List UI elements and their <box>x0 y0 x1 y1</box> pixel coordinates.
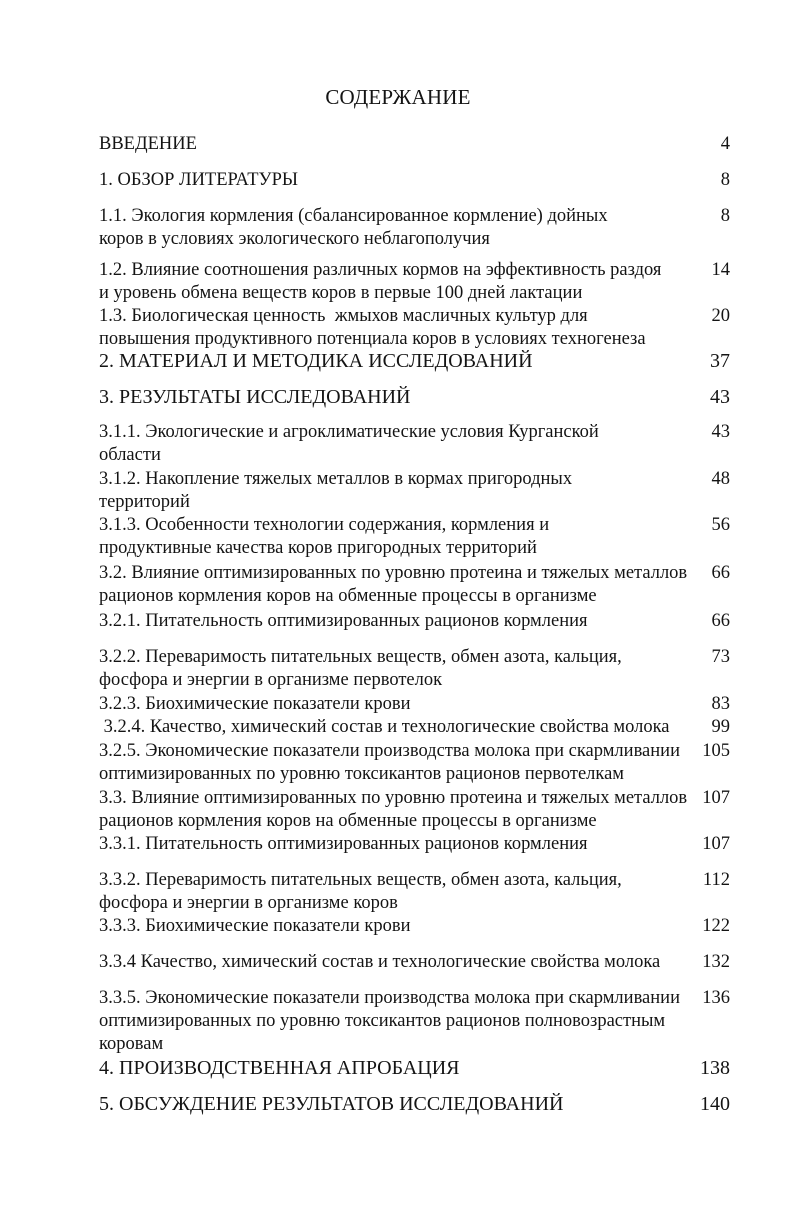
toc-entry-title <box>99 740 689 786</box>
toc-entry-line: 1.3. Биологическая ценность жмыхов масличных культур для <box>99 306 588 326</box>
toc-entry-page-number: 66 <box>711 563 730 583</box>
toc-entry-line: 3.3.4 Качество, химический состав и технологические свойства молока <box>99 952 661 972</box>
toc-entry-line: продуктивные качества коров пригородных территорий <box>99 538 537 558</box>
toc-entry-line: фосфора и энергии в организме коров <box>99 893 398 913</box>
toc-entry-line: территорий <box>99 492 190 512</box>
toc-entry-line: фосфора и энергии в организме первотелок <box>99 670 443 690</box>
toc-entry-line: коров в условиях экологического неблагополучия <box>99 229 490 249</box>
toc-entry-line: 3. РЕЗУЛЬТАТЫ ИССЛЕДОВАНИЙ <box>99 386 411 408</box>
toc-entry-title <box>99 421 689 467</box>
toc-entry-title <box>99 133 689 156</box>
toc-entry-title <box>99 349 689 373</box>
toc-entry-line: 4. ПРОИЗВОДСТВЕННАЯ АПРОБАЦИЯ <box>99 1057 460 1079</box>
toc-entry-page-number: 122 <box>702 916 730 936</box>
toc-entry-line: 3.2. Влияние оптимизированных по уровню протеина и тяжелых металлов <box>99 563 688 583</box>
toc-entry-page-number: 43 <box>710 386 730 408</box>
toc-entry-page-number: 73 <box>711 647 730 667</box>
toc-entry-page-number: 8 <box>720 206 730 226</box>
toc-entry-page-number: 37 <box>710 350 730 372</box>
toc-entry-line: 3.3.2. Переваримость питательных веществ, обмен азота, кальция, <box>99 870 622 890</box>
toc-entry-title <box>99 987 689 1056</box>
toc-entry-title <box>99 951 689 974</box>
toc-entry-line: 1.2. Влияние соотношения различных кормов на эффективность раздоя <box>99 260 662 280</box>
toc-entry-title <box>99 1056 689 1080</box>
toc-entry-line: 3.2.1. Питательность оптимизированных рационов кормления <box>99 611 588 631</box>
toc-entry-line: 3.2.4. Качество, химический состав и технологические свойства молока <box>99 717 670 737</box>
toc-entry-line: 3.1.3. Особенности технологии содержания, кормления и <box>99 515 550 535</box>
toc-entry-title <box>99 915 689 938</box>
toc-entry-line: 2. МАТЕРИАЛ И МЕТОДИКА ИССЛЕДОВАНИЙ <box>99 350 533 372</box>
toc-entry-page-number: 8 <box>720 170 730 190</box>
toc-entry-line: и уровень обмена веществ коров в первые 100 дней лактации <box>99 283 583 303</box>
toc-entry-title <box>99 305 689 351</box>
toc-entry-page-number: 43 <box>711 422 730 442</box>
toc-entry-title <box>99 833 689 856</box>
toc-entry-line: оптимизированных по уровню токсикантов рационов полновозрастным <box>99 1011 666 1031</box>
toc-entry-page-number: 48 <box>711 469 730 489</box>
toc-entry-line: 3.2.3. Биохимические показатели крови <box>99 694 411 714</box>
toc-entry-page-number: 4 <box>720 134 730 154</box>
toc-entry-line: 1.1. Экология кормления (сбалансированное кормление) дойных <box>99 206 608 226</box>
toc-entry-title <box>99 646 689 692</box>
toc-entry-title <box>99 205 689 251</box>
toc-entry-title <box>99 468 689 514</box>
toc-entry-line: рационов кормления коров на обменные процессы в организме <box>99 586 597 606</box>
toc-entry-title <box>99 787 689 833</box>
toc-entry-line: области <box>99 445 161 465</box>
toc-entry-line: 3.1.1. Экологические и агроклиматические условия Курганской <box>99 422 599 442</box>
toc-entry-page-number: 105 <box>702 741 730 761</box>
toc-entry-title <box>99 716 689 739</box>
toc-entry-page-number: 107 <box>702 788 730 808</box>
toc-entry-title <box>99 514 689 560</box>
toc-entry-page-number: 66 <box>711 611 730 631</box>
toc-entry-page-number: 138 <box>700 1057 730 1079</box>
toc-entry-line: 3.3.1. Питательность оптимизированных рационов кормления <box>99 834 588 854</box>
toc-entry-line: 3.2.2. Переваримость питательных веществ, обмен азота, кальция, <box>99 647 622 667</box>
toc-entry-line: повышения продуктивного потенциала коров в условиях техногенеза <box>99 329 646 349</box>
toc-entry-page-number: 136 <box>702 988 730 1008</box>
toc-entry-page-number: 140 <box>700 1093 730 1115</box>
toc-entry-page-number: 20 <box>711 306 730 326</box>
toc-entry-line: 3.3.3. Биохимические показатели крови <box>99 916 411 936</box>
toc-entry-title <box>99 693 689 716</box>
toc-entry-page-number: 56 <box>711 515 730 535</box>
toc-entry-title <box>99 610 689 633</box>
toc-entry-title <box>99 385 689 409</box>
toc-entry-title <box>99 562 689 608</box>
toc-entry-page-number: 99 <box>711 717 730 737</box>
toc-entry-title <box>99 1092 689 1116</box>
toc-entry-line: 1. ОБЗОР ЛИТЕРАТУРЫ <box>99 170 299 190</box>
toc-entry-line: 3.1.2. Накопление тяжелых металлов в кормах пригородных <box>99 469 573 489</box>
toc-entry-page-number: 112 <box>702 870 730 890</box>
toc-entry-line: рационов кормления коров на обменные процессы в организме <box>99 811 597 831</box>
toc-entry-page-number: 132 <box>702 952 730 972</box>
toc-entry-page-number: 14 <box>711 260 730 280</box>
toc-entry-title <box>99 259 689 305</box>
toc-entry-line: 3.3.5. Экономические показатели производства молока при скармливании <box>99 988 680 1008</box>
toc-entry-title <box>99 869 689 915</box>
toc-entry-line: ВВЕДЕНИЕ <box>99 134 197 154</box>
toc-entry-line: оптимизированных по уровню токсикантов рационов первотелкам <box>99 764 625 784</box>
toc-entry-line: коровам <box>99 1034 164 1054</box>
toc-entry-page-number: 83 <box>711 694 730 714</box>
page-title: СОДЕРЖАНИЕ <box>325 85 471 109</box>
toc-entry-line: 5. ОБСУЖДЕНИЕ РЕЗУЛЬТАТОВ ИССЛЕДОВАНИЙ <box>99 1093 564 1115</box>
toc-entry-line: 3.2.5. Экономические показатели производства молока при скармливании <box>99 741 680 761</box>
toc-entry-page-number: 107 <box>702 834 730 854</box>
toc-entry-title <box>99 169 689 192</box>
toc-entry-line: 3.3. Влияние оптимизированных по уровню протеина и тяжелых металлов <box>99 788 688 808</box>
